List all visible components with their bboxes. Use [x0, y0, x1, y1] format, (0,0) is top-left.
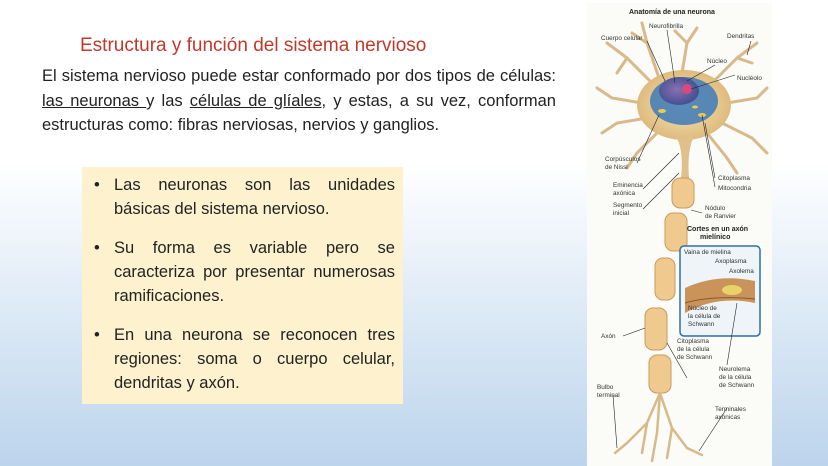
label-corpusculos-2: de Nissl — [605, 164, 628, 171]
label-neurolema-2: de la célula — [719, 374, 752, 381]
figure-title: Anatomía de una neurona — [629, 9, 715, 16]
label-segmento: Segmento — [613, 202, 643, 209]
intro-paragraph — [42, 64, 556, 138]
label-cortes-2: mielínico — [700, 234, 731, 241]
label-neurolema: Neurolema — [719, 366, 751, 373]
label-bulbo-2: terminal — [597, 392, 620, 399]
nucleus-shape — [659, 77, 699, 105]
neuronas-link[interactable]: las neuronas — [42, 91, 147, 110]
label-vaina: Vaina de mielina — [684, 249, 731, 256]
label-cito-schwann: Citoplasma — [677, 338, 709, 345]
bullet-item: • Las neuronas son las unidades básicas del sistema nervioso. — [90, 173, 395, 221]
label-citoplasma: Citoplasma — [718, 175, 750, 182]
bullet-list — [90, 173, 395, 395]
label-cito-schwann-2: de la célula — [677, 346, 710, 353]
label-terminales-2: axónicas — [715, 414, 741, 421]
bullet-box — [82, 167, 403, 404]
label-nodulo: Nódulo — [705, 205, 726, 212]
label-neurofibrilla: Neurofibrilla — [649, 23, 684, 30]
label-nucleo-schwann-2: la célula de — [688, 313, 721, 320]
label-cortes: Cortes en un axón — [687, 226, 749, 233]
label-dendritas: Dendritas — [727, 33, 755, 40]
neuron-illustration — [587, 3, 772, 466]
label-cito-schwann-3: de Schwann — [677, 354, 713, 361]
bullet-item: • En una neurona se reconocen tres regiones: soma o cuerpo celular, dendritas y axón. — [90, 323, 395, 395]
label-axolema: Axolema — [729, 268, 754, 275]
axon-hillock-shape — [677, 138, 693, 178]
label-nucleo-schwann: Núcleo de — [688, 305, 717, 312]
bullet-item: • Su forma es variable pero se caracteriza por presentar numerosas ramificaciones. — [90, 236, 395, 308]
label-nodulo-2: de Ranvier — [705, 213, 736, 220]
label-segmento-2: inicial — [613, 210, 629, 217]
axon-terminals-drawing — [615, 393, 702, 461]
label-neurolema-3: de Schwann — [719, 382, 755, 389]
label-nucleo-schwann-3: Schwann — [688, 321, 715, 328]
intro-text-1: El sistema nervioso puede estar conformado por dos tipos de células: — [42, 67, 556, 85]
nucleolus-shape — [682, 84, 692, 94]
label-nucleolo: Nucléolo — [737, 75, 762, 82]
label-terminales: Terminales — [715, 406, 746, 413]
label-axoplasma: Axoplasma — [715, 258, 747, 265]
inset-axoplasm-shape — [722, 285, 742, 295]
label-axon: Axón — [601, 333, 616, 340]
label-nucleo: Núcleo — [707, 58, 727, 65]
celulas-gliales-link[interactable]: células de glíales — [189, 91, 322, 110]
label-mitocondria: Mitocondria — [718, 185, 752, 192]
slide-title: Estructura y función del sistema nervioso — [80, 35, 427, 56]
intro-text-2: y las — [146, 91, 190, 110]
neuron-figure — [587, 3, 772, 466]
label-bulbo: Bulbo — [597, 384, 614, 391]
label-eminencia-2: axónica — [613, 190, 636, 197]
label-corpusculos: Corpúsculos — [605, 156, 641, 163]
label-eminencia: Eminencia — [613, 182, 643, 189]
label-cuerpo-celular: Cuerpo celular — [601, 35, 643, 42]
intro-text-3: , y estas, a su vez, conforman estructuras como: fibras nerviosas, nervios y ganglios. — [42, 91, 556, 134]
